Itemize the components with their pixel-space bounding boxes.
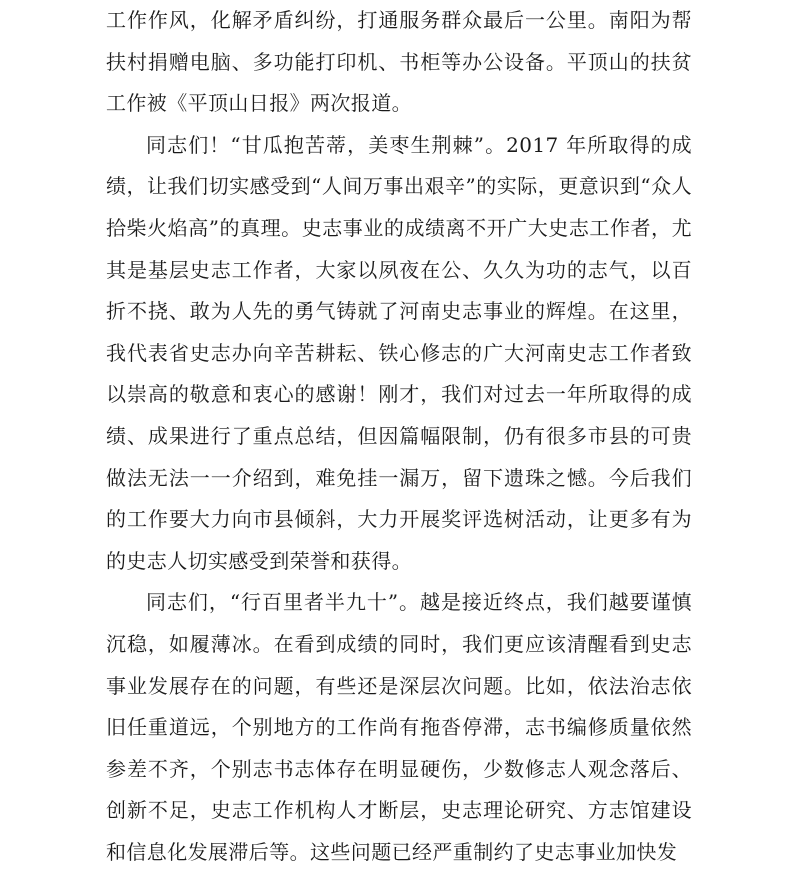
paragraph-2: 同志们！“甘瓜抱苦蒂，美枣生荆棘”。2017 年所取得的成绩，让我们切实感受到“人间万事出艰辛”的实际，更意识到“众人拾柴火焰高”的真理。史志事业的成绩离不开广大史志工作者，尤其是基层史志工作者，大家以夙夜在公、久久为功的志气，以百折不挠、敢为人先的勇气铸就了河南史志事业的辉煌。在这里，我代表省史志办向辛苦耕耘、铁心修志的广大河南史志工作者致以崇高的敬意和衷心的感谢！刚才，我们对过去一年所取得的成绩、成果进行了重点总结，但因篇幅限制，仍有很多市县的可贵做法无法一一介绍到，难免挂一漏万，留下遗珠之憾。今后我们的工作要大力向市县倾斜，大力开展奖评选树活动，让更多有为的史志人切实感受到荣誉和获得。 [106,132,692,573]
paragraph-3: 同志们，“行百里者半九十”。越是接近终点，我们越要谨慎沉稳，如履薄冰。在看到成绩的同时，我们更应该清醒看到史志事业发展存在的问题，有些还是深层次问题。比如，依法治志依旧任重道远，个别地方的工作尚有拖沓停滞，志书编修质量依然参差不齐，个别志书志体存在明显硬伤，少数修志人观念落后、创新不足，史志工作机构人才断层，史志理论研究、方志馆建设和信息化发展滞后等。这些问题已经严重制约了史志事业加快发 [106,590,692,864]
paragraph-1: 工作作风，化解矛盾纠纷，打通服务群众最后一公里。南阳为帮扶村捐赠电脑、多功能打印机、书柜等办公设备。平顶山的扶贫工作被《平顶山日报》两次报道。 [106,8,692,116]
document-page [106,0,692,873]
